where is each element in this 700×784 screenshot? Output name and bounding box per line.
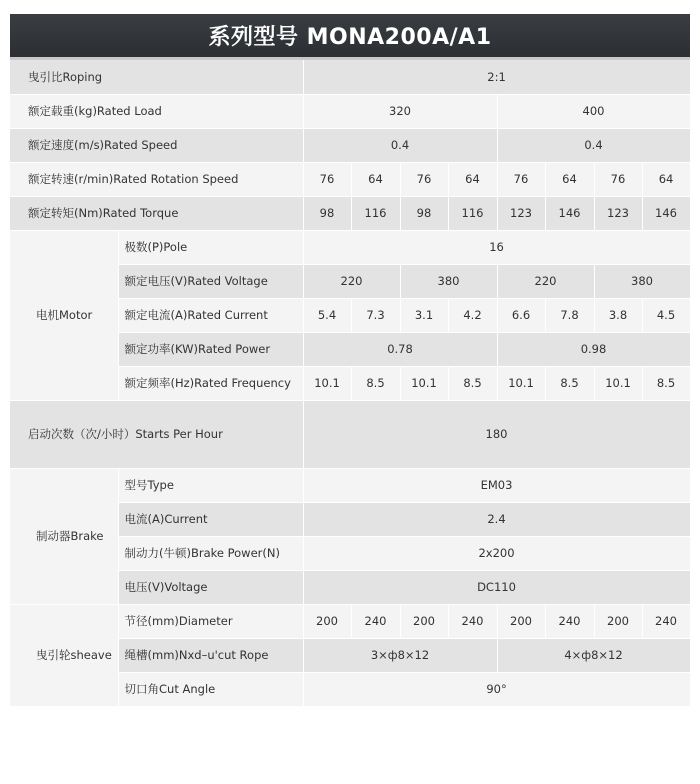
- table-cell: 98: [400, 196, 448, 230]
- table-cell: 64: [642, 162, 690, 196]
- table-cell: 8.5: [545, 366, 594, 400]
- table-cell: 0.98: [497, 332, 690, 366]
- roping-value: 2:1: [303, 60, 690, 94]
- motor-group-label: 电机Motor: [10, 230, 118, 400]
- table-cell: 3.8: [594, 298, 642, 332]
- table-row: [10, 162, 690, 196]
- table-cell: 8.5: [642, 366, 690, 400]
- table-cell: 180: [303, 400, 690, 468]
- table-cell: 380: [594, 264, 690, 298]
- table-cell: DC110: [303, 570, 690, 604]
- table-cell: 10.1: [594, 366, 642, 400]
- table-row: [10, 60, 690, 94]
- table-cell: 320: [303, 94, 497, 128]
- row-label: 额定功率(KW)Rated Power: [118, 332, 303, 366]
- table-cell: 16: [303, 230, 690, 264]
- table-row: [10, 400, 690, 468]
- table-cell: 64: [351, 162, 400, 196]
- table-cell: 116: [448, 196, 497, 230]
- table-cell: 64: [545, 162, 594, 196]
- table-cell: 380: [400, 264, 497, 298]
- table-row: [10, 230, 690, 264]
- table-cell: 76: [497, 162, 545, 196]
- sheave-group-label: 曳引轮sheave: [10, 604, 118, 706]
- page-title: 系列型号 MONA200A/A1: [10, 14, 690, 57]
- table-cell: 6.6: [497, 298, 545, 332]
- table-cell: 116: [351, 196, 400, 230]
- row-label: 额定电压(V)Rated Voltage: [118, 264, 303, 298]
- row-label: 电流(A)Current: [118, 502, 303, 536]
- table-cell: 10.1: [497, 366, 545, 400]
- row-label: 启动次数（次/小时）Starts Per Hour: [10, 400, 303, 468]
- table-cell: 4×ф8×12: [497, 638, 690, 672]
- table-cell: 3×ф8×12: [303, 638, 497, 672]
- row-label: 额定速度(m/s)Rated Speed: [10, 128, 303, 162]
- row-label: 切口角Cut Angle: [118, 672, 303, 706]
- table-cell: 5.4: [303, 298, 351, 332]
- row-label: 额定电流(A)Rated Current: [118, 298, 303, 332]
- table-cell: 123: [497, 196, 545, 230]
- brake-group-label: 制动器Brake: [10, 468, 118, 604]
- table-cell: 10.1: [400, 366, 448, 400]
- row-label: 额定载重(kg)Rated Load: [10, 94, 303, 128]
- table-cell: 90°: [303, 672, 690, 706]
- row-label: 电压(V)Voltage: [118, 570, 303, 604]
- table-cell: 123: [594, 196, 642, 230]
- row-label: 额定转矩(Nm)Rated Torque: [10, 196, 303, 230]
- table-cell: 64: [448, 162, 497, 196]
- table-cell: 200: [497, 604, 545, 638]
- row-label: 绳槽(mm)Nxd–u'cut Rope: [118, 638, 303, 672]
- table-cell: 98: [303, 196, 351, 230]
- table-cell: 8.5: [351, 366, 400, 400]
- table-row: [10, 128, 690, 162]
- table-cell: 8.5: [448, 366, 497, 400]
- table-cell: 240: [448, 604, 497, 638]
- table-cell: 146: [642, 196, 690, 230]
- table-cell: 4.5: [642, 298, 690, 332]
- table-cell: 220: [497, 264, 594, 298]
- table-row: [10, 468, 690, 502]
- table-cell: 2.4: [303, 502, 690, 536]
- table-cell: 4.2: [448, 298, 497, 332]
- table-cell: 0.4: [303, 128, 497, 162]
- table-cell: 200: [303, 604, 351, 638]
- row-label: 节径(mm)Diameter: [118, 604, 303, 638]
- table-cell: 0.78: [303, 332, 497, 366]
- table-cell: 240: [642, 604, 690, 638]
- row-label: 制动力(牛顿)Brake Power(N): [118, 536, 303, 570]
- table-cell: 3.1: [400, 298, 448, 332]
- spec-table: [10, 60, 691, 707]
- table-cell: 76: [303, 162, 351, 196]
- table-cell: 200: [400, 604, 448, 638]
- table-cell: 10.1: [303, 366, 351, 400]
- table-row: [10, 604, 690, 638]
- row-label: 额定转速(r/min)Rated Rotation Speed: [10, 162, 303, 196]
- table-row: [10, 196, 690, 230]
- table-row: [10, 94, 690, 128]
- table-cell: 76: [594, 162, 642, 196]
- table-cell: 400: [497, 94, 690, 128]
- table-cell: 220: [303, 264, 400, 298]
- table-cell: 200: [594, 604, 642, 638]
- table-cell: 240: [351, 604, 400, 638]
- table-cell: 7.8: [545, 298, 594, 332]
- row-label: 型号Type: [118, 468, 303, 502]
- table-cell: 7.3: [351, 298, 400, 332]
- row-label: 极数(P)Pole: [118, 230, 303, 264]
- table-cell: 240: [545, 604, 594, 638]
- row-label: 曳引比Roping: [10, 60, 303, 94]
- table-cell: EM03: [303, 468, 690, 502]
- table-cell: 76: [400, 162, 448, 196]
- table-cell: 0.4: [497, 128, 690, 162]
- table-cell: 2x200: [303, 536, 690, 570]
- table-cell: 146: [545, 196, 594, 230]
- row-label: 额定频率(Hz)Rated Frequency: [118, 366, 303, 400]
